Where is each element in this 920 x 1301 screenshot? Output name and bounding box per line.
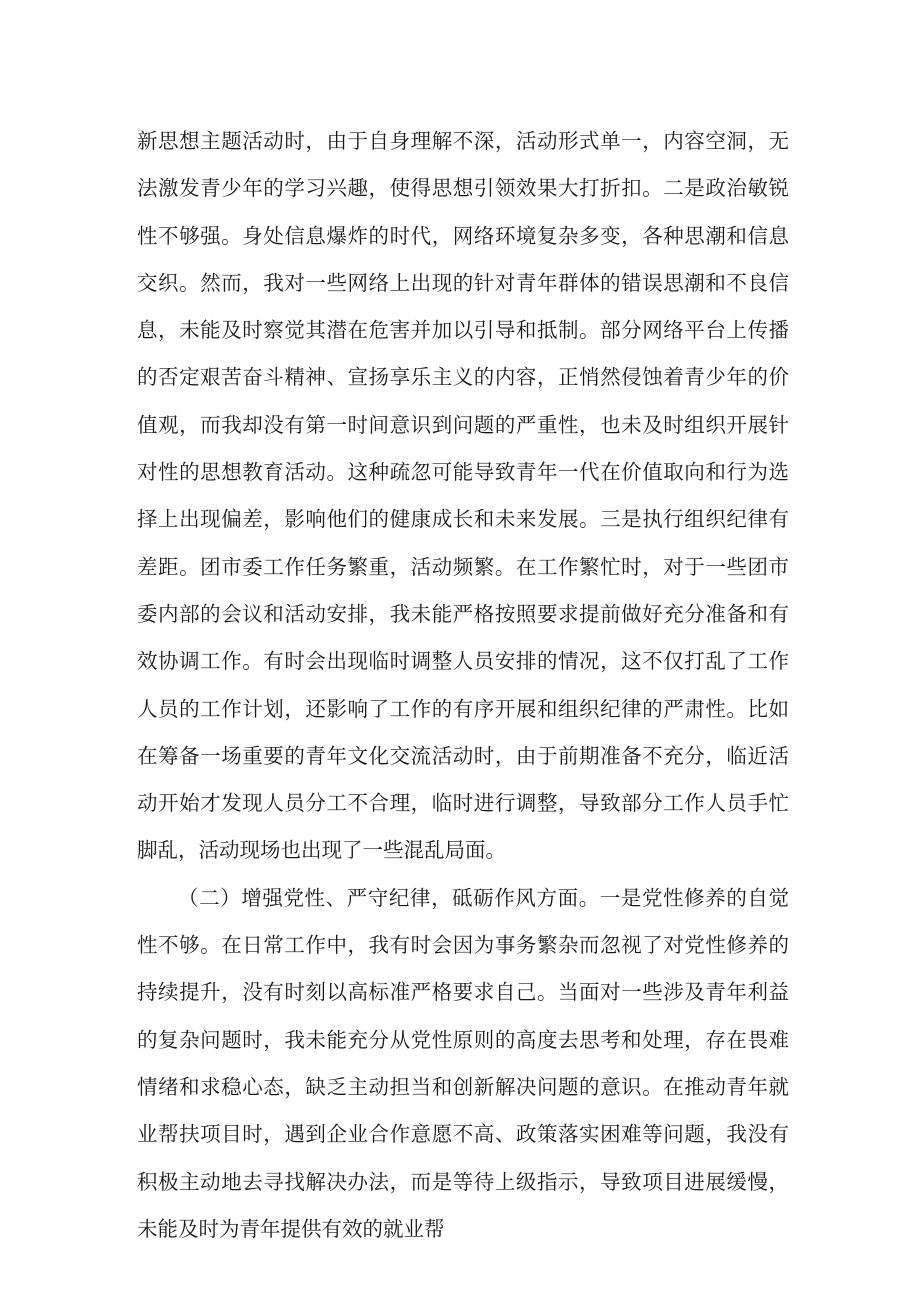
document-body bbox=[137, 118, 789, 1253]
paragraph-section-two: （二）增强党性、严守纪律，砥砺作风方面。一是党性修养的自觉性不够。在日常工作中，我有时会因为事务繁杂而忽视了对党性修养的持续提升，没有时刻以高标准严格要求自己。当面对一些涉及青年利益的复杂问题时，我未能充分从党性原则的高度去思考和处理，存在畏难情绪和求稳心态，缺乏主动担当和创新解决问题的意识。在推动青年就业帮扶项目时，遇到企业合作意愿不高、政策落实困难等问题，我没有积极主动地去寻找解决办法，而是等待上级指示，导致项目进展缓慢，未能及时为青年提供有效的就业帮 bbox=[137, 885, 789, 1241]
paragraph-continuation: 新思想主题活动时，由于自身理解不深，活动形式单一，内容空洞，无法激发青少年的学习兴趣，使得思想引领效果大打折扣。二是政治敏锐性不够强。身处信息爆炸的时代，网络环境复杂多变，各种思潮和信息交织。然而，我对一些网络上出现的针对青年群体的错误思潮和不良信息，未能及时察觉其潜在危害并加以引导和抵制。部分网络平台上传播的否定艰苦奋斗精神、宣扬享乐主义的内容，正悄然侵蚀着青少年的价值观，而我却没有第一时间意识到问题的严重性，也未及时组织开展针对性的思想教育活动。这种疏忽可能导致青年一代在价值取向和行为选择上出现偏差，影响他们的健康成长和未来发展。三是执行组织纪律有差距。团市委工作任务繁重，活动频繁。在工作繁忙时，对于一些团市委内部的会议和活动安排，我未能严格按照要求提前做好充分准备和有效协调工作。有时会出现临时调整人员安排的情况，这不仅打乱了工作人员的工作计划，还影响了工作的有序开展和组织纪律的严肃性。比如在筹备一场重要的青年文化交流活动时，由于前期准备不充分，临近活动开始才发现人员分工不合理，临时进行调整，导致部分工作人员手忙脚乱，活动现场也出现了一些混乱局面。 bbox=[137, 129, 789, 863]
